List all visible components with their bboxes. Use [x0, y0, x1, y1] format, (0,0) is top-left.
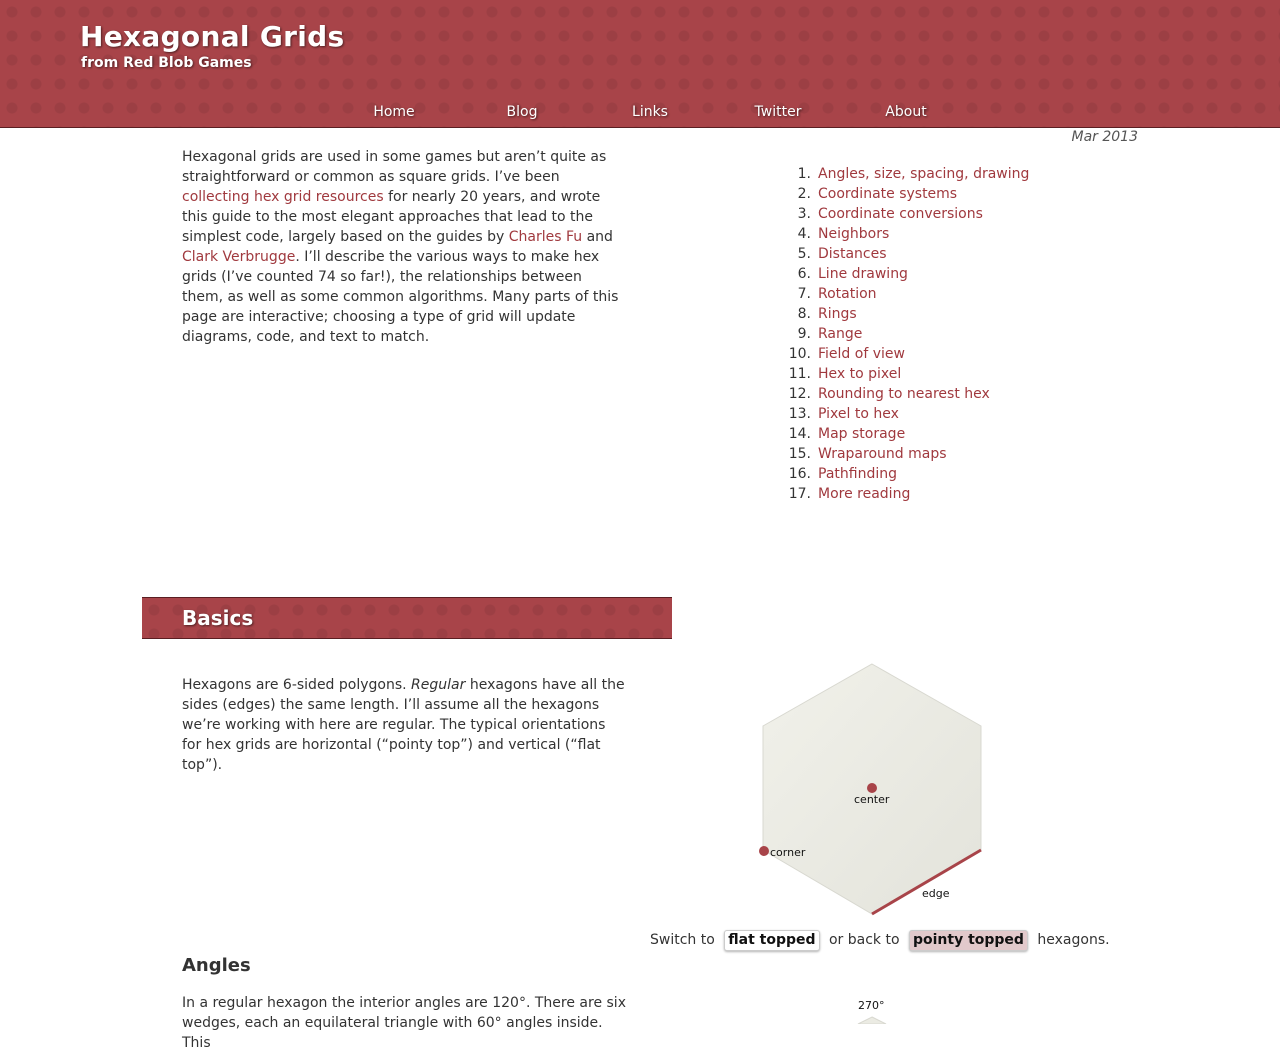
toc-link[interactable]: Neighbors [818, 226, 890, 242]
toc-link[interactable]: Rings [818, 306, 857, 322]
flat-topped-button[interactable]: flat topped [724, 930, 819, 951]
toc-link[interactable]: Coordinate conversions [818, 206, 983, 222]
angles-paragraph: In a regular hexagon the interior angles are 120°. There are six wedges, each an equilateral triangle with 60° angles inside. This [182, 995, 626, 1051]
toc-item [787, 244, 1029, 264]
toc-link[interactable]: Line drawing [818, 266, 908, 282]
link-hex-resources[interactable]: collecting hex grid resources [182, 189, 384, 205]
toc-number: 4. [797, 226, 811, 242]
toc-link[interactable]: Wraparound maps [818, 446, 947, 462]
toc-number: 9. [797, 326, 811, 342]
section-title[interactable]: Basics [182, 606, 254, 630]
switch-suffix: hexagons. [1037, 932, 1110, 948]
toc-link[interactable]: Range [818, 326, 863, 342]
toc-number: 5. [797, 246, 811, 262]
switch-middle: or back to [828, 932, 900, 948]
toc-item [787, 324, 1029, 344]
toc-item [787, 204, 1029, 224]
corner-label: corner [770, 846, 806, 859]
toc-item [787, 444, 1029, 464]
toc-number: 16. [788, 466, 811, 482]
basics-text: hexagons have all the sides (edges) the same length. I’ll assume all the hexagons we’re working with here are regular. The typical orientations for hex grids are horizontal (“pointy top”) and vertical (“flat top”). [182, 677, 625, 773]
toc-link[interactable]: Pixel to hex [818, 406, 899, 422]
toc-number: 15. [788, 446, 811, 462]
nav-about[interactable]: About [885, 104, 927, 120]
toc-item [787, 264, 1029, 284]
toc-number: 10. [788, 346, 811, 362]
basics-emphasis: Regular [411, 677, 466, 693]
toc-link[interactable]: Rotation [818, 286, 877, 302]
publish-date: Mar 2013 [1071, 129, 1138, 145]
edge-label: edge [922, 887, 950, 900]
toc-item [787, 424, 1029, 444]
toc-item [787, 464, 1029, 484]
toc-item [787, 284, 1029, 304]
toc-item [787, 404, 1029, 424]
site-subtitle[interactable]: from Red Blob Games [81, 55, 252, 71]
toc-number: 11. [788, 366, 811, 382]
nav-blog[interactable]: Blog [506, 104, 538, 120]
toc-link[interactable]: Angles, size, spacing, drawing [818, 166, 1030, 182]
angles-heading[interactable]: Angles [182, 955, 251, 976]
intro-text: Hexagonal grids are used in some games but aren’t quite as straightforward or common as square grids. I’ve been [182, 149, 607, 185]
toc-item [787, 304, 1029, 324]
intro-text: and [582, 229, 613, 245]
toc-link[interactable]: Hex to pixel [818, 366, 902, 382]
toc-number: 17. [788, 486, 811, 502]
corner-point [759, 846, 769, 856]
toc-item [787, 184, 1029, 204]
basics-text: Hexagons are 6-sided polygons. [182, 677, 412, 693]
angles-diagram [840, 995, 910, 1024]
nav-twitter[interactable]: Twitter [754, 104, 802, 120]
hexagon-diagram [740, 650, 1000, 920]
main-nav [0, 104, 1280, 124]
center-point [867, 783, 877, 793]
switch-prefix: Switch to [650, 932, 715, 948]
toc-number: 8. [797, 306, 811, 322]
toc-link[interactable]: Pathfinding [818, 466, 897, 482]
site-header [0, 0, 1280, 128]
toc-number: 2. [797, 186, 811, 202]
toc-link[interactable]: Map storage [818, 426, 906, 442]
toc-item [787, 364, 1029, 384]
toc-item [787, 384, 1029, 404]
intro-text: for nearly 20 years, and wrote this guide to the most elegant approaches that lead to the simplest code, largely based on the guides by [182, 189, 601, 245]
toc-link[interactable]: More reading [818, 486, 911, 502]
link-clark-verbrugge[interactable]: Clark Verbrugge [182, 249, 296, 265]
toc-link[interactable]: Coordinate systems [818, 186, 958, 202]
toc-number: 14. [788, 426, 811, 442]
angle-hexagon-top [858, 1017, 886, 1024]
toc-item [787, 484, 1029, 504]
toc-number: 7. [797, 286, 811, 302]
toc-number: 1. [797, 166, 811, 182]
toc-number: 3. [797, 206, 811, 222]
orientation-switch [650, 929, 1110, 951]
toc-item [787, 224, 1029, 244]
toc-number: 12. [788, 386, 811, 402]
table-of-contents [787, 164, 1029, 504]
site-title[interactable]: Hexagonal Grids [80, 20, 345, 53]
toc-number: 13. [788, 406, 811, 422]
center-label: center [854, 793, 890, 806]
toc-link[interactable]: Distances [818, 246, 887, 262]
link-charles-fu[interactable]: Charles Fu [508, 229, 583, 245]
toc-link[interactable]: Field of view [818, 346, 905, 362]
section-header-basics [142, 597, 672, 639]
toc-item [787, 344, 1029, 364]
pointy-topped-button[interactable]: pointy topped [909, 930, 1028, 951]
intro-paragraph [182, 147, 627, 347]
toc-link[interactable]: Rounding to nearest hex [818, 386, 990, 402]
nav-home[interactable]: Home [373, 104, 415, 120]
intro-text: . I’ll describe the various ways to make hex grids (I’ve counted 74 so far!), the relationships between them, as well as some common algorithms. Many parts of this page are interactive; choosing a type of grid will update diagrams, code, and text to match. [182, 249, 619, 345]
basics-paragraph [182, 675, 627, 775]
toc-item [787, 164, 1029, 184]
toc-number: 6. [797, 266, 811, 282]
nav-links[interactable]: Links [632, 104, 668, 120]
angle-label: 270° [858, 999, 885, 1012]
